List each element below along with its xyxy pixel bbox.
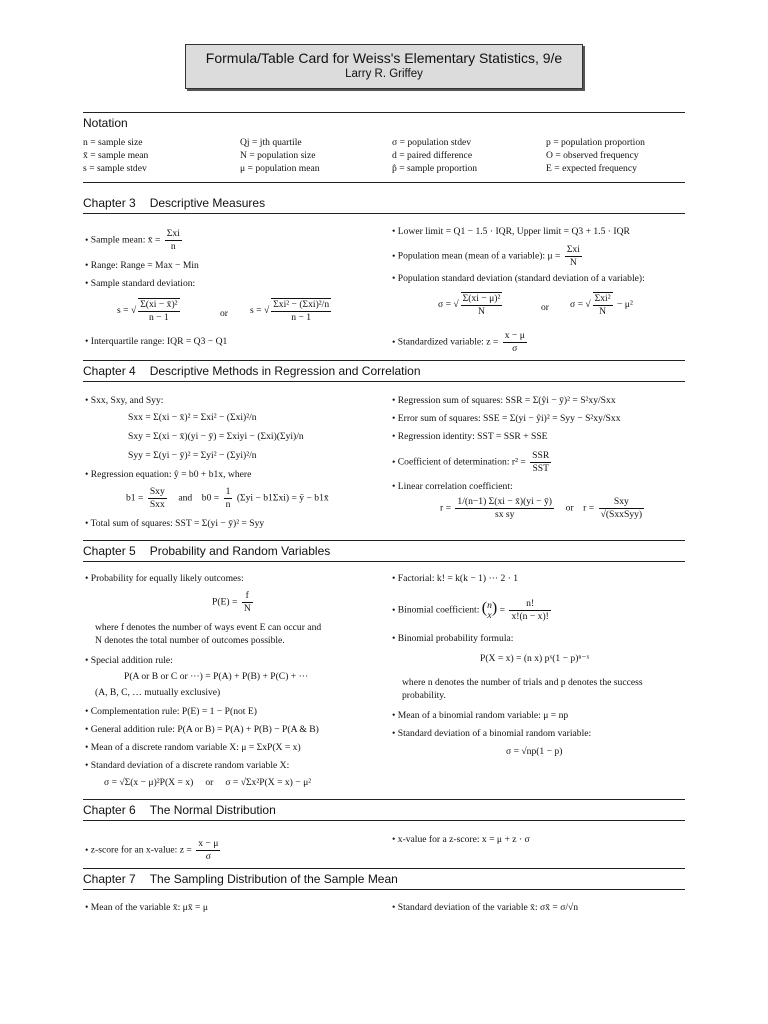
label: z-score for an x-value: z = xyxy=(90,844,192,856)
fraction xyxy=(148,486,167,511)
fraction xyxy=(165,228,182,253)
ch3-heading xyxy=(83,196,265,210)
ch5-binom-mean: • Mean of a binomial random variable: μ = np xyxy=(392,710,568,722)
fraction xyxy=(599,496,645,521)
notation-item: s = sample stdev xyxy=(83,163,147,174)
ch3-limits: • Lower limit = Q1 − 1.5 · IQR, Upper limit = Q3 + 1.5 · IQR xyxy=(392,226,630,238)
eq2: σ = √Σx²P(X = x) − μ² xyxy=(225,777,312,788)
ch5-special-eq: P(A or B or C or ···) = P(A) + P(B) + P(C) + ··· xyxy=(124,671,309,682)
ch5-pe xyxy=(212,590,255,615)
label: Coefficient of determination: r² = xyxy=(397,456,526,468)
lhs: P(E) = xyxy=(212,596,238,608)
eq1: σ = √Σ(x − μ)²P(X = x) xyxy=(104,777,194,788)
chapter-title: Descriptive Methods in Regression and Correlation xyxy=(149,364,421,378)
notation-col2 xyxy=(240,136,320,175)
numerator: Σxi² xyxy=(594,293,611,304)
ch3-pop-mean xyxy=(392,244,584,269)
ch3-or1: or xyxy=(220,308,228,319)
title-box xyxy=(185,44,583,89)
tail: − μ² xyxy=(617,299,633,311)
notation-item: d = paired difference xyxy=(392,150,473,161)
ch4-sxy: Sxy = Σ(xi − x̄)(yi − ȳ) = Σxiyi − (Σxi)(Σyi)/n xyxy=(128,431,304,442)
numerator: Σxi² − (Σxi)²/n xyxy=(273,299,330,310)
b0-lhs: b0 = xyxy=(201,492,220,504)
rule-ch7-bottom xyxy=(83,889,685,890)
numerator: Sxy xyxy=(599,496,645,509)
ch6-xval: • x-value for a z-score: x = μ + z · σ xyxy=(392,834,530,846)
ch4-identity: • Regression identity: SST = SSR + SSE xyxy=(392,431,548,443)
chapter-number: Chapter 3 xyxy=(83,196,136,210)
ch6-zscore xyxy=(85,838,222,863)
denominator: n − 1 xyxy=(291,312,312,323)
ch3-sig-eq1: σ = √ $\frac{\text{Σ(xi − μ)²}}{N}$ xyxy=(438,293,501,317)
ch5-special-note: (A, B, C, … mutually exclusive) xyxy=(95,687,221,698)
b0-tail: (Σyi − b1Σxi) = ȳ − b1x̄ xyxy=(236,492,329,504)
notation-item: Qj = jth quartile xyxy=(240,137,302,148)
numerator: Σxi xyxy=(566,244,580,255)
denominator: n − 1 xyxy=(148,312,169,323)
numerator: Sxy xyxy=(149,486,165,497)
notation-item: p̂ = sample proportion xyxy=(392,163,478,174)
denominator: σ xyxy=(205,851,211,862)
ch7-sd-xbar: • Standard deviation of the variable x̄: σx̄ = σ/√n xyxy=(392,902,578,914)
fraction xyxy=(509,598,550,623)
ch3-or2: or xyxy=(541,302,549,313)
rule-notation-top xyxy=(83,112,685,113)
chapter-title: The Normal Distribution xyxy=(149,803,276,817)
ch5-binom-sd-eq: σ = √np(1 − p) xyxy=(506,746,563,757)
ch6-heading xyxy=(83,803,276,817)
notation-item: O = observed frequency xyxy=(546,150,639,161)
denominator: SST xyxy=(532,463,549,474)
lhs: s = xyxy=(250,305,262,317)
fraction xyxy=(565,244,582,269)
ch5-binom-sd: • Standard deviation of a binomial random variable: xyxy=(392,728,591,740)
label: Sample mean: x̄ = xyxy=(90,234,161,246)
ch4-r-eqs xyxy=(440,496,646,521)
ch5-sd-drv: • Standard deviation of a discrete random variable X: xyxy=(85,760,289,772)
notation-item: σ = population stdev xyxy=(392,137,472,148)
ch4-sse: • Error sum of squares: SSE = Σ(yi − ŷi)² = Syy − S²xy/Sxx xyxy=(392,413,621,425)
b1-lhs: b1 = xyxy=(126,492,144,504)
notation-item: E = expected frequency xyxy=(546,163,637,174)
chapter-number: Chapter 6 xyxy=(83,803,136,817)
notation-heading: Notation xyxy=(83,116,128,130)
ch3-stdvar xyxy=(392,330,529,355)
numerator: SSR xyxy=(532,450,550,461)
ch4-sxx-head: • Sxx, Sxy, and Syy: xyxy=(85,395,163,407)
fraction xyxy=(138,298,179,324)
denominator: √(SxxSyy) xyxy=(600,509,643,520)
ch5-general: • General addition rule: P(A or B) = P(A) + P(B) − P(A & B) xyxy=(85,724,319,736)
denominator: N xyxy=(243,603,251,614)
or: or xyxy=(565,502,574,514)
notation-item: n = sample size xyxy=(83,137,143,148)
denominator: sx sy xyxy=(494,509,515,520)
denominator: N xyxy=(599,306,607,317)
ch4-sxx: Sxx = Σ(xi − x̄)² = Σxi² − (Σxi)²/n xyxy=(128,412,257,423)
ch5-binom-coef: • Binomial coefficient: (n x) = $\frac{n!}{x!(n - x)!}$ xyxy=(392,598,553,623)
ch5-special: • Special addition rule: xyxy=(85,655,173,667)
r1-lhs: r = xyxy=(440,502,452,514)
ch4-b-eqs xyxy=(126,486,329,511)
label: Binomial coefficient: xyxy=(397,604,480,616)
notation-item: μ = population mean xyxy=(240,163,320,174)
denominator: σ xyxy=(512,343,518,354)
notation-item: x̄ = sample mean xyxy=(83,150,149,161)
card-title: Formula/Table Card for Weiss's Elementary Statistics, 9/e xyxy=(205,50,563,66)
ch3-psd: • Population standard deviation (standard deviation of a variable): xyxy=(392,273,645,285)
notation-col1 xyxy=(83,136,148,175)
lhs: σ = xyxy=(570,299,583,311)
notation-item: N = population size xyxy=(240,150,316,161)
lhs: s = xyxy=(117,305,129,317)
numerator: n! xyxy=(509,598,550,611)
ch7-mean-xbar: • Mean of the variable x̄: μx̄ = μ xyxy=(85,902,208,914)
denominator: x!(n − x)! xyxy=(511,611,549,622)
numerator: x − μ xyxy=(504,330,525,341)
chapter-number: Chapter 5 xyxy=(83,544,136,558)
notation-item: p = population proportion xyxy=(546,137,645,148)
ch5-where2: N denotes the total number of outcomes possible. xyxy=(95,635,285,646)
rule-ch7-top xyxy=(83,868,685,869)
rule-ch5-bottom xyxy=(83,561,685,562)
rule-ch5-top xyxy=(83,540,685,541)
fraction xyxy=(455,496,554,521)
denominator: N xyxy=(478,306,485,317)
denominator: N xyxy=(569,257,577,268)
chapter-title: Descriptive Measures xyxy=(149,196,266,210)
denominator: n xyxy=(170,241,176,252)
numerator: Σ(xi − x̄)² xyxy=(140,299,178,310)
numerator: Σ(xi − μ)² xyxy=(462,293,501,304)
rule-ch3-top xyxy=(83,182,685,183)
ch7-heading xyxy=(83,872,398,886)
denominator: Sxx xyxy=(149,499,165,510)
chapter-title: Probability and Random Variables xyxy=(149,544,331,558)
notation-col4 xyxy=(546,136,645,175)
fraction xyxy=(196,838,220,863)
ch4-heading xyxy=(83,364,421,378)
label: Standardized variable: z = xyxy=(397,336,499,348)
ch4-sst: • Total sum of squares: SST = Σ(yi − ȳ)² = Syy xyxy=(85,518,264,530)
rule-ch4-top xyxy=(83,360,685,361)
ch4-lcc: • Linear correlation coefficient: xyxy=(392,481,513,493)
chapter-number: Chapter 7 xyxy=(83,872,136,886)
ch5-binom-prob: • Binomial probability formula: xyxy=(392,633,513,645)
ch5-mean-drv: • Mean of a discrete random variable X: μ = ΣxP(X = x) xyxy=(85,742,301,754)
r2-lhs: r = xyxy=(583,502,595,514)
equals: = xyxy=(499,604,506,616)
rule-ch6-top xyxy=(83,799,685,800)
ch3-sig-eq2: σ = √ $\frac{\text{Σxi²}}{N}$ − μ² xyxy=(570,293,633,317)
rule-ch4-bottom xyxy=(83,381,685,382)
and: and xyxy=(178,492,193,504)
ch3-range: • Range: Range = Max − Min xyxy=(85,260,199,272)
ch5-binom-where1: where n denotes the number of trials and p denotes the success xyxy=(402,677,643,688)
lhs: σ = xyxy=(438,299,451,311)
ch3-iqr: • Interquartile range: IQR = Q3 − Q1 xyxy=(85,336,227,348)
ch5-binom-prob-eq: P(X = x) = (n x) pˣ(1 − p)ⁿ⁻ˣ xyxy=(480,653,590,664)
numerator: f xyxy=(242,590,253,603)
numerator: Σxi xyxy=(166,228,180,239)
numerator: x − μ xyxy=(198,838,219,849)
ch4-syy: Syy = Σ(yi − ȳ)² = Σyi² − (Σyi)²/n xyxy=(128,450,257,461)
chapter-title: The Sampling Distribution of the Sample Mean xyxy=(149,872,398,886)
label: Population mean (mean of a variable): μ = xyxy=(397,250,561,262)
ch5-heading xyxy=(83,544,330,558)
fraction xyxy=(271,298,331,324)
fraction xyxy=(503,330,527,355)
ch4-reg-eq: • Regression equation: ŷ = b0 + b1x, where xyxy=(85,469,251,481)
ch3-ssd: • Sample standard deviation: xyxy=(85,278,195,290)
ch3-sample-mean xyxy=(85,228,184,253)
ch3-s-eq1: s = √ $\frac{\text{Σ(xi − x̄)²}}{n - 1}$ xyxy=(117,299,178,323)
ch5-sd-drv-eqs xyxy=(104,777,311,789)
fraction xyxy=(461,292,503,318)
ch5-eq-likely: • Probability for equally likely outcomes: xyxy=(85,573,244,585)
ch5-where1: where f denotes the number of ways event E can occur and xyxy=(95,622,322,633)
rule-ch3-bottom xyxy=(83,213,685,214)
or: or xyxy=(205,777,214,788)
fraction xyxy=(593,292,613,318)
ch5-complement: • Complementation rule: P(E) = 1 − P(not E) xyxy=(85,706,257,718)
denominator: n xyxy=(225,499,231,510)
fraction xyxy=(224,486,233,511)
ch5-factorial: • Factorial: k! = k(k − 1) ··· 2 · 1 xyxy=(392,573,518,585)
fraction xyxy=(242,590,253,615)
ch4-cod xyxy=(392,450,553,475)
numerator: 1/(n−1) Σ(xi − x̄)(yi − ȳ) xyxy=(457,496,552,507)
numerator: 1 xyxy=(225,486,231,497)
card-author: Larry R. Griffey xyxy=(345,68,423,80)
chapter-number: Chapter 4 xyxy=(83,364,136,378)
fraction xyxy=(530,450,551,475)
notation-col3 xyxy=(392,136,477,175)
rule-ch6-bottom xyxy=(83,820,685,821)
ch4-ssr: • Regression sum of squares: SSR = Σ(ŷi − ȳ)² = S²xy/Sxx xyxy=(392,395,616,407)
ch5-binom-where2: probability. xyxy=(402,690,446,701)
ch3-s-eq2: s = √ $\frac{\text{Σxi² − (Σxi)²/n}}{n - 1}$ xyxy=(250,299,330,323)
